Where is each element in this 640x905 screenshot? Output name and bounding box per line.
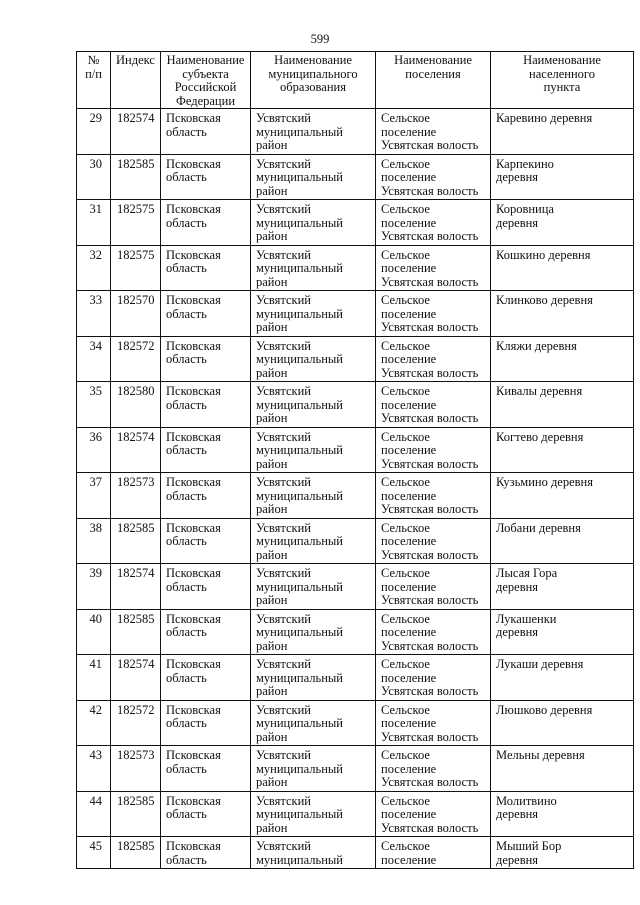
cell-number: 31 <box>77 200 111 246</box>
cell-number: 29 <box>77 109 111 155</box>
cell-locality: Лобани деревня <box>491 518 634 564</box>
cell-locality: Когтево деревня <box>491 427 634 473</box>
cell-index: 182580 <box>111 382 161 428</box>
cell-municipal: Усвятский муниципальный район <box>251 336 376 382</box>
cell-subject: Псковская область <box>161 200 251 246</box>
table-row <box>77 746 634 792</box>
cell-number: 34 <box>77 336 111 382</box>
cell-subject: Псковская область <box>161 746 251 792</box>
table-row <box>77 609 634 655</box>
cell-subject: Псковская область <box>161 655 251 701</box>
cell-index: 182585 <box>111 791 161 837</box>
table-row <box>77 427 634 473</box>
cell-number: 39 <box>77 564 111 610</box>
cell-number: 41 <box>77 655 111 701</box>
table-row <box>77 473 634 519</box>
cell-locality: Коровница деревня <box>491 200 634 246</box>
cell-subject: Псковская область <box>161 427 251 473</box>
cell-subject: Псковская область <box>161 382 251 428</box>
cell-municipal: Усвятский муниципальный район <box>251 564 376 610</box>
cell-settlement: Сельское поселение Усвятская волость <box>376 200 491 246</box>
table-row <box>77 109 634 155</box>
cell-settlement: Сельское поселение Усвятская волость <box>376 336 491 382</box>
cell-municipal: Усвятский муниципальный район <box>251 791 376 837</box>
cell-number: 44 <box>77 791 111 837</box>
cell-index: 182574 <box>111 564 161 610</box>
cell-municipal: Усвятский муниципальный район <box>251 609 376 655</box>
cell-number: 35 <box>77 382 111 428</box>
cell-subject: Псковская область <box>161 791 251 837</box>
cell-locality: Кошкино деревня <box>491 245 634 291</box>
header-subject: Наименование субъекта Российской Федерации <box>161 52 251 109</box>
cell-settlement: Сельское поселение Усвятская волость <box>376 245 491 291</box>
header-index: Индекс <box>111 52 161 109</box>
table-row <box>77 518 634 564</box>
table-row <box>77 291 634 337</box>
cell-settlement: Сельское поселение Усвятская волость <box>376 473 491 519</box>
cell-locality: Клинково деревня <box>491 291 634 337</box>
cell-subject: Псковская область <box>161 518 251 564</box>
cell-municipal: Усвятский муниципальный район <box>251 746 376 792</box>
cell-subject: Псковская область <box>161 609 251 655</box>
table-row <box>77 382 634 428</box>
cell-settlement: Сельское поселение Усвятская волость <box>376 382 491 428</box>
cell-subject: Псковская область <box>161 700 251 746</box>
cell-locality: Кивалы деревня <box>491 382 634 428</box>
cell-locality: Люшково деревня <box>491 700 634 746</box>
cell-index: 182570 <box>111 291 161 337</box>
table-row <box>77 791 634 837</box>
cell-municipal: Усвятский муниципальный район <box>251 109 376 155</box>
cell-number: 36 <box>77 427 111 473</box>
cell-number: 43 <box>77 746 111 792</box>
table-row <box>77 336 634 382</box>
cell-locality: Мыший Бор деревня <box>491 837 634 869</box>
table-row <box>77 700 634 746</box>
cell-number: 38 <box>77 518 111 564</box>
table-row <box>77 154 634 200</box>
table-row <box>77 837 634 869</box>
cell-index: 182575 <box>111 200 161 246</box>
cell-index: 182573 <box>111 746 161 792</box>
cell-index: 182574 <box>111 655 161 701</box>
cell-number: 42 <box>77 700 111 746</box>
cell-number: 33 <box>77 291 111 337</box>
cell-settlement: Сельское поселение Усвятская волость <box>376 291 491 337</box>
cell-subject: Псковская область <box>161 837 251 869</box>
header-municipal: Наименование муниципального образования <box>251 52 376 109</box>
cell-index: 182572 <box>111 336 161 382</box>
cell-municipal: Усвятский муниципальный район <box>251 700 376 746</box>
cell-subject: Псковская область <box>161 564 251 610</box>
cell-settlement: Сельское поселение Усвятская волость <box>376 609 491 655</box>
header-number: № п/п <box>77 52 111 109</box>
cell-settlement: Сельское поселение Усвятская волость <box>376 109 491 155</box>
cell-locality: Каревино деревня <box>491 109 634 155</box>
cell-municipal: Усвятский муниципальный район <box>251 245 376 291</box>
cell-municipal: Усвятский муниципальный район <box>251 427 376 473</box>
table-header-row <box>77 52 634 109</box>
cell-subject: Псковская область <box>161 473 251 519</box>
cell-municipal: Усвятский муниципальный район <box>251 154 376 200</box>
cell-index: 182585 <box>111 518 161 564</box>
cell-settlement: Сельское поселение Усвятская волость <box>376 154 491 200</box>
cell-index: 182585 <box>111 837 161 869</box>
cell-index: 182585 <box>111 609 161 655</box>
cell-settlement: Сельское поселение Усвятская волость <box>376 518 491 564</box>
cell-subject: Псковская область <box>161 291 251 337</box>
cell-municipal: Усвятский муниципальный район <box>251 518 376 564</box>
cell-index: 182585 <box>111 154 161 200</box>
cell-subject: Псковская область <box>161 154 251 200</box>
table-row <box>77 245 634 291</box>
localities-table <box>76 51 634 869</box>
cell-settlement: Сельское поселение Усвятская волость <box>376 746 491 792</box>
cell-municipal: Усвятский муниципальный <box>251 837 376 869</box>
cell-locality: Кузьмино деревня <box>491 473 634 519</box>
cell-number: 32 <box>77 245 111 291</box>
cell-number: 30 <box>77 154 111 200</box>
cell-number: 40 <box>77 609 111 655</box>
cell-municipal: Усвятский муниципальный район <box>251 291 376 337</box>
cell-municipal: Усвятский муниципальный район <box>251 382 376 428</box>
cell-locality: Карпекино деревня <box>491 154 634 200</box>
cell-locality: Мельны деревня <box>491 746 634 792</box>
cell-index: 182572 <box>111 700 161 746</box>
cell-index: 182575 <box>111 245 161 291</box>
cell-index: 182574 <box>111 427 161 473</box>
cell-settlement: Сельское поселение Усвятская волость <box>376 655 491 701</box>
cell-subject: Псковская область <box>161 336 251 382</box>
cell-index: 182573 <box>111 473 161 519</box>
cell-settlement: Сельское поселение Усвятская волость <box>376 791 491 837</box>
cell-locality: Кляжи деревня <box>491 336 634 382</box>
table-row <box>77 564 634 610</box>
table-body <box>77 109 634 869</box>
table-row <box>77 200 634 246</box>
cell-locality: Лысая Гора деревня <box>491 564 634 610</box>
cell-subject: Псковская область <box>161 109 251 155</box>
page-number: 599 <box>310 32 330 46</box>
cell-index: 182574 <box>111 109 161 155</box>
header-settlement: Наименование поселения <box>376 52 491 109</box>
cell-municipal: Усвятский муниципальный район <box>251 473 376 519</box>
cell-locality: Лукаши деревня <box>491 655 634 701</box>
cell-number: 37 <box>77 473 111 519</box>
cell-number: 45 <box>77 837 111 869</box>
cell-locality: Лукашенки деревня <box>491 609 634 655</box>
cell-settlement: Сельское поселение Усвятская волость <box>376 700 491 746</box>
cell-subject: Псковская область <box>161 245 251 291</box>
header-locality: Наименование населенного пункта <box>491 52 634 109</box>
cell-settlement: Сельское поселение <box>376 837 491 869</box>
cell-settlement: Сельское поселение Усвятская волость <box>376 427 491 473</box>
table-row <box>77 655 634 701</box>
cell-locality: Молитвино деревня <box>491 791 634 837</box>
cell-settlement: Сельское поселение Усвятская волость <box>376 564 491 610</box>
cell-municipal: Усвятский муниципальный район <box>251 200 376 246</box>
cell-municipal: Усвятский муниципальный район <box>251 655 376 701</box>
